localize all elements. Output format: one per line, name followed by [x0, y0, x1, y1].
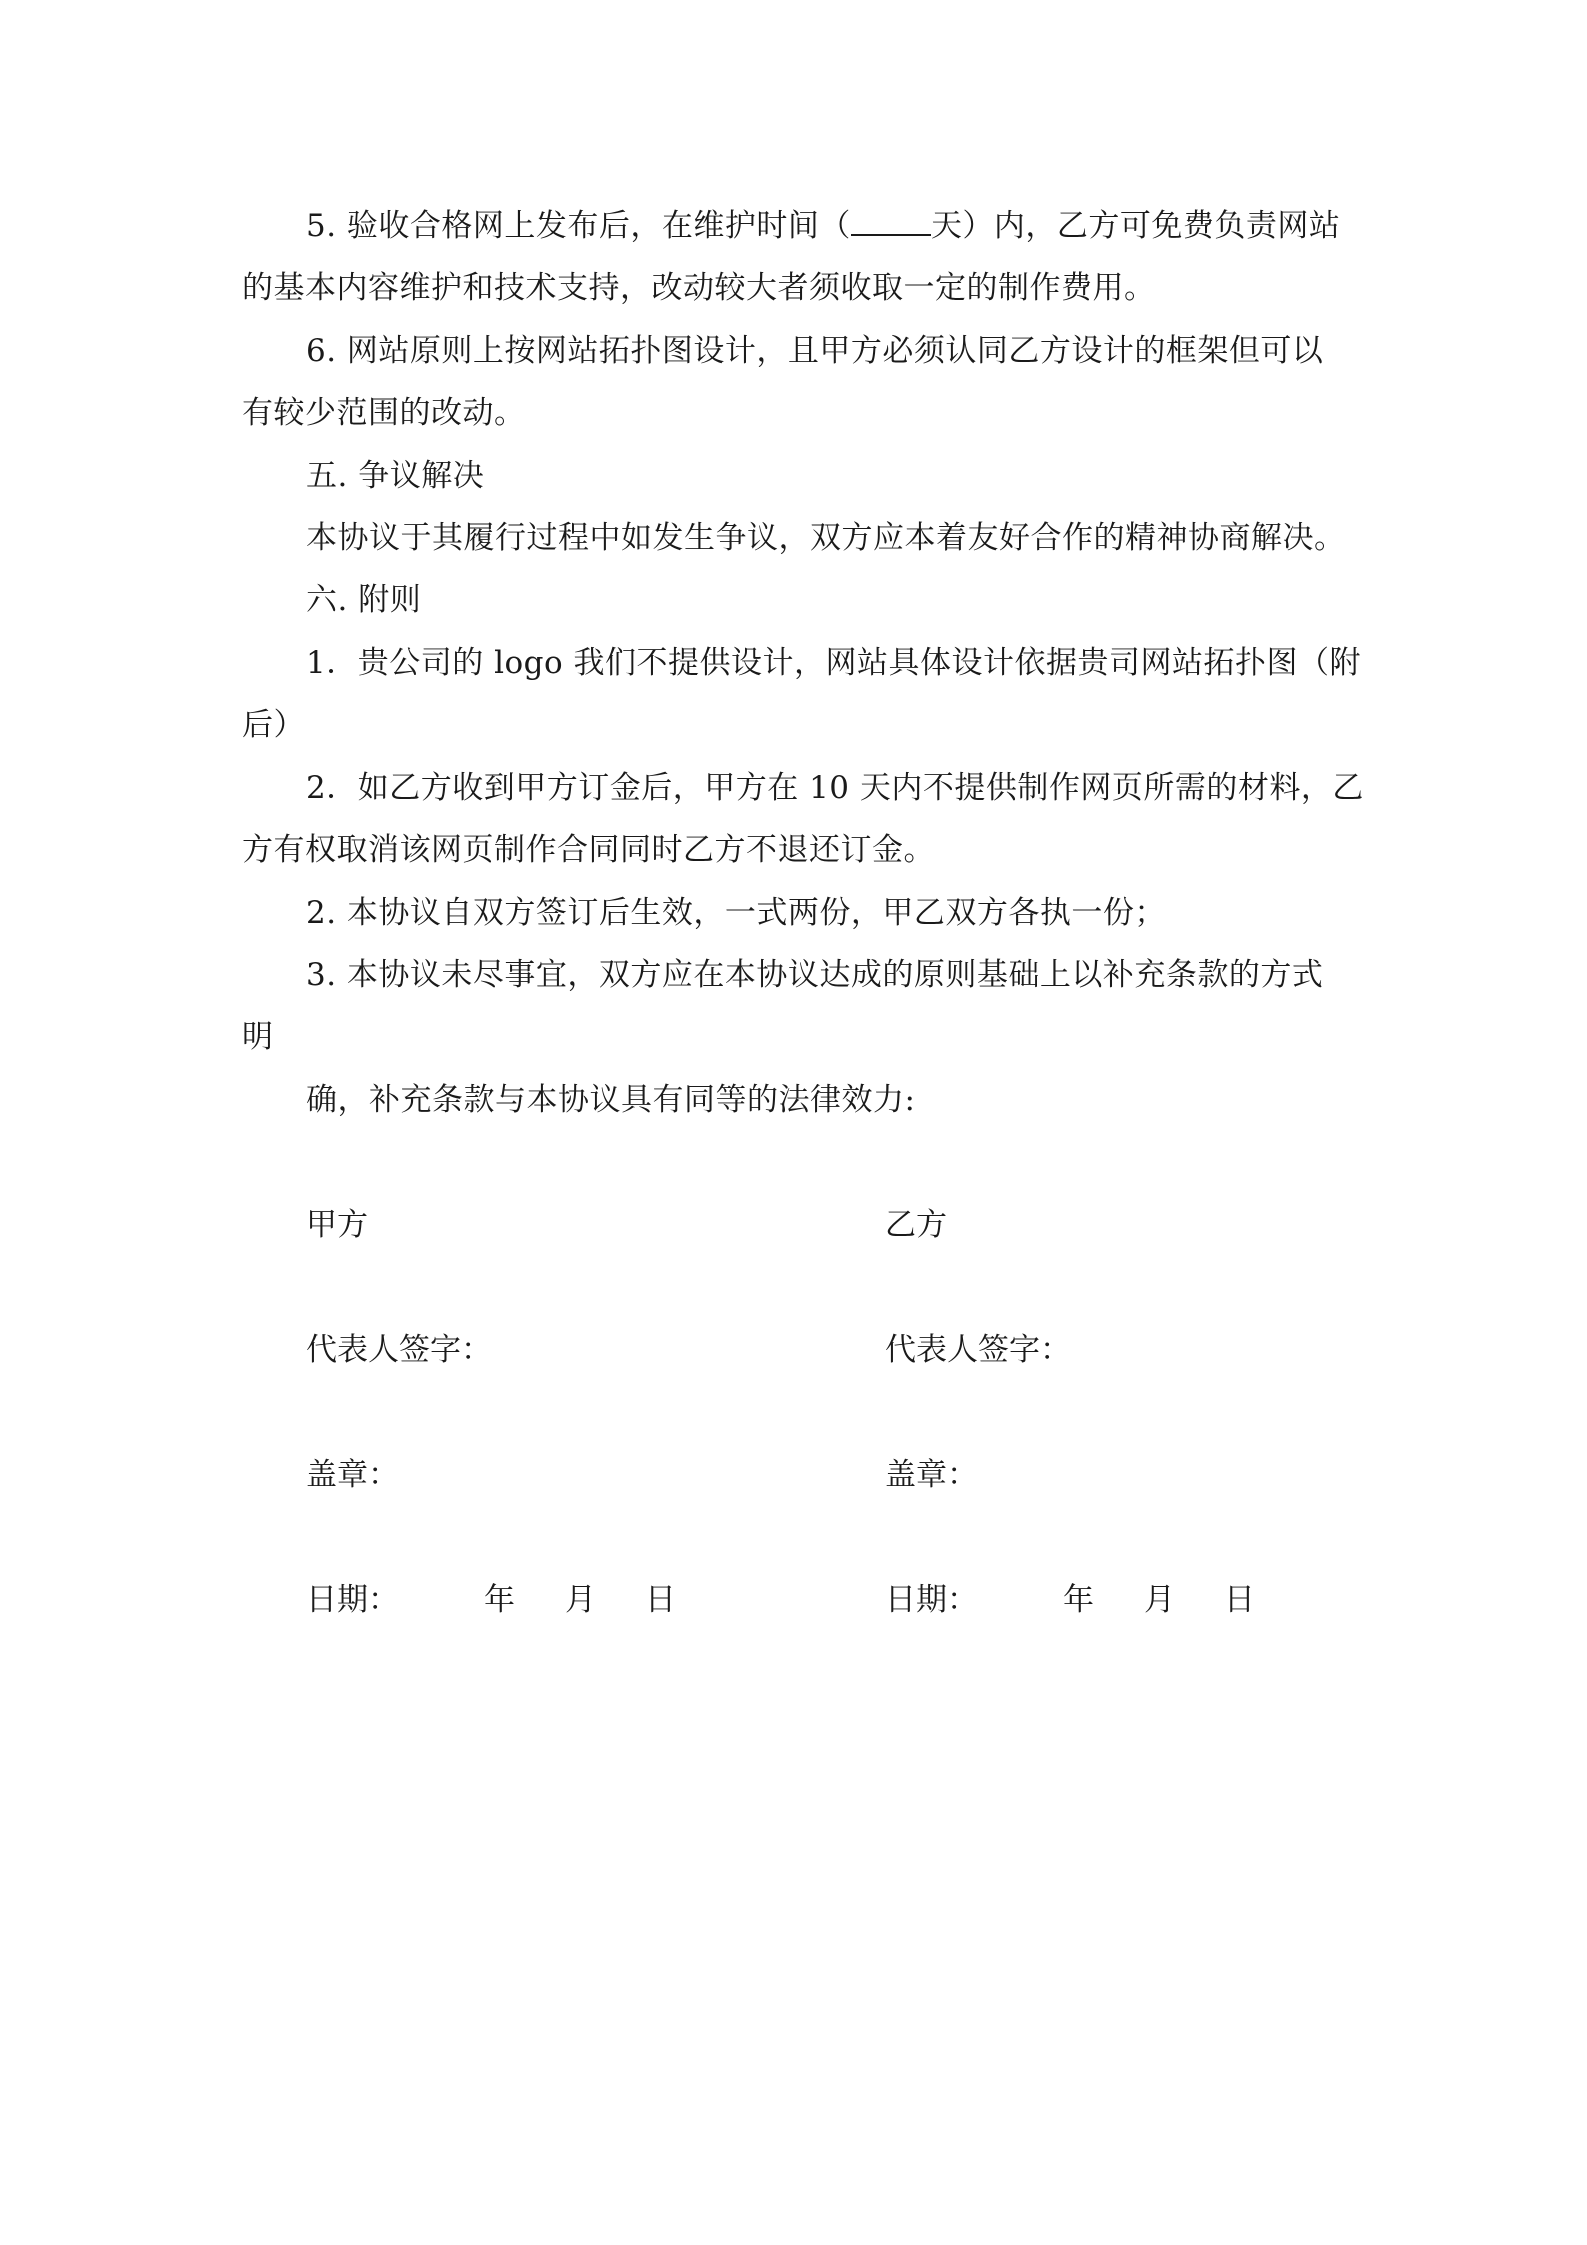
clause-5-line-1	[306, 206, 1340, 246]
clause-6-line-1: 6. 网站原则上按网站拓扑图设计，且甲方必须认同乙方设计的框架但可以	[306, 333, 1324, 369]
clause-5-line-2: 的基本内容维护和技术支持，改动较大者须收取一定的制作费用。	[242, 270, 1156, 306]
party-a-date-label: 日期：	[306, 1582, 399, 1618]
party-a-year: 年	[484, 1582, 515, 1618]
party-b-rep-label: 代表人签字：	[885, 1332, 1071, 1368]
clause-6-line-2: 有较少范围的改动。	[242, 395, 526, 431]
section-6-item-4-line-2: 明	[242, 1019, 274, 1055]
days-blank	[851, 208, 931, 236]
party-a-month: 月	[565, 1582, 596, 1618]
party-b-year: 年	[1063, 1582, 1094, 1618]
party-b-date-label: 日期：	[885, 1582, 978, 1618]
section-6-item-1-line-2: 后）	[242, 707, 305, 743]
party-b-seal-label: 盖章：	[885, 1457, 978, 1493]
clause-5-text-a: 5. 验收合格网上发布后，在维护时间（	[306, 208, 851, 244]
party-b-month: 月	[1144, 1582, 1175, 1618]
section-6-item-1-line-1: 1．贵公司的 logo 我们不提供设计，网站具体设计依据贵司网站拓扑图（附	[306, 645, 1362, 681]
party-a-label: 甲方	[306, 1207, 368, 1243]
party-a-seal-label: 盖章：	[306, 1457, 399, 1493]
party-b-label: 乙方	[885, 1207, 947, 1243]
section-6-item-3: 2. 本协议自双方签订后生效，一式两份，甲乙双方各执一份；	[306, 895, 1166, 931]
clause-5-text-b: 天）内，乙方可免费负责网站	[930, 208, 1341, 244]
section-6-item-2-line-2: 方有权取消该网页制作合同同时乙方不退还订金。	[242, 832, 935, 868]
section-6-item-2-line-1: 2．如乙方收到甲方订金后，甲方在 10 天内不提供制作网页所需的材料，乙	[306, 770, 1364, 806]
section-6-item-4-line-3: 确，补充条款与本协议具有同等的法律效力:	[306, 1082, 916, 1118]
section-5-text: 本协议于其履行过程中如发生争议，双方应本着友好合作的精神协商解决。	[306, 520, 1346, 556]
party-b-day: 日	[1224, 1582, 1255, 1618]
section-5-heading: 五. 争议解决	[306, 458, 485, 494]
section-6-item-4-line-1: 3. 本协议未尽事宜，双方应在本协议达成的原则基础上以补充条款的方式	[306, 957, 1324, 993]
party-a-rep-label: 代表人签字：	[306, 1332, 492, 1368]
section-6-heading: 六. 附则	[306, 582, 422, 618]
party-a-day: 日	[645, 1582, 676, 1618]
